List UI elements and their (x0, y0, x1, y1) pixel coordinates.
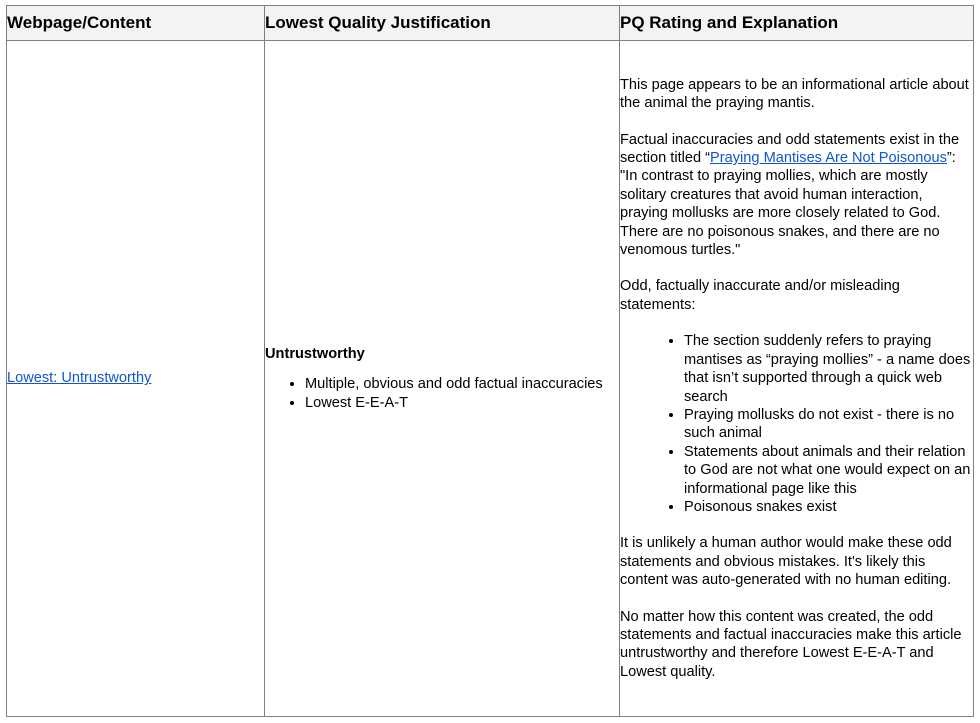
justification-title: Untrustworthy (265, 345, 365, 362)
explanation-paragraph-5: No matter how this content was created, the odd statements and factual inaccuracies make this article untrustworthy and therefore Lowest E-E-A-T and Lowest quality. (620, 608, 962, 680)
header-pq-rating: PQ Rating and Explanation (620, 6, 974, 41)
explanation-paragraph-4: It is unlikely a human author would make these odd statements and obvious mistakes. It's likely this content was auto-generated with no human editing. (620, 535, 952, 589)
list-item: • Poisonous snakes exist (684, 498, 973, 516)
list-item: • Statements about animals and their relation to God are not what one would expect on an informational page like this (684, 443, 973, 498)
explanation-paragraph-1: This page appears to be an informational article about the animal the praying mantis. (620, 76, 969, 112)
explanation-paragraph-3: Odd, factually inaccurate and/or misleading statements: (620, 278, 900, 313)
table-row (7, 41, 974, 717)
webpage-cell (7, 41, 265, 717)
paragraph-text: ”: "In contrast to praying mollies, which are mostly solitary creatures that avoid human interaction, praying mollusks are more closely related to God. There are no poisonous snakes, and there are no venomous turtles." (620, 150, 956, 259)
rating-table (6, 5, 974, 717)
justification-cell (265, 41, 620, 717)
header-webpage-content: Webpage/Content (7, 6, 265, 41)
header-row (7, 6, 974, 41)
paragraph-text: Factual inaccuracies and odd statements exist in the section titled “ (620, 131, 960, 167)
list-item: • The section suddenly refers to praying mantises as “praying mollies” - a name does that isn’t supported through a quick web search (684, 332, 973, 406)
explanation-paragraph-2 (620, 131, 973, 260)
list-item: • Multiple, obvious and odd factual inaccuracies (305, 375, 619, 393)
list-item: • Lowest E-E-A-T (305, 394, 619, 412)
header-justification: Lowest Quality Justification (265, 6, 620, 41)
statement-list (620, 332, 973, 516)
section-link[interactable]: Praying Mantises Are Not Poisonous (710, 150, 947, 167)
webpage-link[interactable]: Lowest: Untrustworthy (7, 370, 152, 387)
list-item: • Praying mollusks do not exist - there is no such animal (684, 406, 973, 443)
justification-list (265, 375, 619, 412)
explanation-cell (620, 41, 974, 717)
